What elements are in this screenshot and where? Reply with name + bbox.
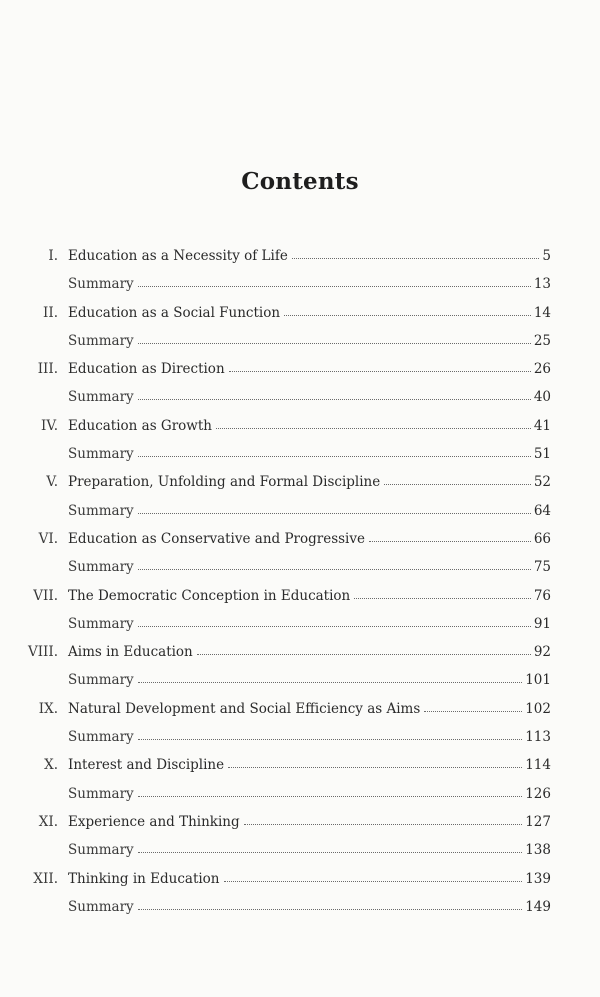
dot-leader (228, 767, 522, 768)
dot-leader (138, 796, 523, 797)
chapter-page-number: 26 (533, 361, 551, 378)
toc-chapter-row (0, 869, 600, 897)
summary-page-number: 91 (533, 615, 551, 632)
toc-chapter-row (0, 246, 600, 274)
chapter-page-number: 76 (533, 587, 551, 604)
chapter-numeral: XI. (38, 813, 58, 830)
summary-label: Summary (68, 276, 134, 293)
summary-page-number: 51 (533, 446, 551, 463)
dot-leader (229, 371, 531, 372)
chapter-numeral: VII. (33, 587, 58, 604)
summary-label: Summary (68, 672, 134, 689)
dot-leader (224, 881, 523, 882)
toc-chapter-row (0, 303, 600, 331)
chapter-numeral: III. (37, 361, 58, 378)
toc-chapter-row (0, 699, 600, 727)
toc-chapter-row (0, 359, 600, 387)
toc-chapter-row (0, 472, 600, 500)
summary-label: Summary (68, 559, 134, 576)
chapter-numeral: IX. (38, 700, 58, 717)
chapter-title: Education as Conservative and Progressive (68, 530, 365, 547)
dot-leader (138, 456, 531, 457)
dot-leader (138, 739, 523, 740)
chapter-page-number: 102 (525, 700, 551, 717)
chapter-title: Natural Development and Social Efficiency as Aims (68, 700, 421, 717)
toc-summary-row (0, 331, 600, 359)
dot-leader (138, 399, 531, 400)
toc-chapter-row (0, 642, 600, 670)
dot-leader (138, 852, 523, 853)
summary-page-number: 40 (533, 389, 551, 406)
toc-summary-row (0, 840, 600, 868)
chapter-numeral: VIII. (27, 644, 58, 661)
dot-leader (292, 258, 540, 259)
toc-summary-row (0, 670, 600, 698)
chapter-page-number: 92 (533, 644, 551, 661)
summary-label: Summary (68, 332, 134, 349)
toc-summary-row (0, 784, 600, 812)
dot-leader (369, 541, 531, 542)
summary-label: Summary (68, 785, 134, 802)
chapter-page-number: 52 (533, 474, 551, 491)
dot-leader (216, 428, 531, 429)
summary-label: Summary (68, 842, 134, 859)
summary-label: Summary (68, 615, 134, 632)
page-title: Contents (241, 168, 359, 195)
summary-page-number: 75 (533, 559, 551, 576)
toc-summary-row (0, 557, 600, 585)
chapter-numeral: I. (48, 248, 58, 264)
dot-leader (138, 343, 531, 344)
chapter-title: Preparation, Unfolding and Formal Discipline (68, 474, 381, 491)
toc-summary-row (0, 387, 600, 415)
toc-chapter-row (0, 812, 600, 840)
summary-page-number: 138 (525, 842, 551, 859)
chapter-numeral: X. (44, 757, 58, 774)
chapter-title: Interest and Discipline (68, 757, 225, 774)
chapter-numeral: II. (43, 304, 58, 321)
dot-leader (138, 286, 531, 287)
dot-leader (244, 824, 523, 825)
chapter-numeral: V. (46, 474, 58, 491)
summary-page-number: 113 (525, 729, 551, 746)
toc-summary-row (0, 614, 600, 642)
dot-leader (138, 569, 531, 570)
summary-page-number: 126 (525, 785, 551, 802)
summary-label: Summary (68, 446, 134, 463)
toc-summary-row (0, 897, 600, 925)
toc-summary-row (0, 444, 600, 472)
toc-summary-row (0, 274, 600, 302)
dot-leader (197, 654, 531, 655)
dot-leader (284, 315, 531, 316)
chapter-title: The Democratic Conception in Education (68, 587, 351, 604)
chapter-title: Education as a Social Function (68, 304, 281, 321)
chapter-title: Education as Growth (68, 417, 212, 434)
chapter-page-number: 127 (525, 813, 551, 830)
chapter-page-number: 5 (542, 248, 551, 264)
toc-summary-row (0, 501, 600, 529)
dot-leader (384, 484, 531, 485)
summary-label: Summary (68, 729, 134, 746)
toc-chapter-row (0, 586, 600, 614)
chapter-numeral: VI. (38, 530, 58, 547)
dot-leader (354, 598, 531, 599)
chapter-title: Thinking in Education (68, 870, 220, 887)
chapter-page-number: 41 (533, 417, 551, 434)
dot-leader (138, 909, 523, 910)
chapter-numeral: XII. (33, 870, 58, 887)
dot-leader (424, 711, 522, 712)
chapter-page-number: 14 (533, 304, 551, 321)
chapter-page-number: 139 (525, 870, 551, 887)
chapter-title: Education as Direction (68, 361, 225, 378)
summary-label: Summary (68, 389, 134, 406)
table-of-contents (0, 246, 600, 925)
summary-label: Summary (68, 502, 134, 519)
summary-page-number: 101 (525, 672, 551, 689)
toc-chapter-row (0, 416, 600, 444)
chapter-numeral: IV. (40, 417, 58, 434)
chapter-page-number: 66 (533, 530, 551, 547)
dot-leader (138, 513, 531, 514)
chapter-page-number: 114 (525, 757, 551, 774)
chapter-title: Aims in Education (68, 644, 193, 661)
summary-page-number: 64 (533, 502, 551, 519)
summary-page-number: 149 (525, 898, 551, 915)
summary-label: Summary (68, 898, 134, 915)
dot-leader (138, 682, 523, 683)
summary-page-number: 25 (533, 332, 551, 349)
toc-summary-row (0, 727, 600, 755)
chapter-title: Experience and Thinking (68, 813, 240, 830)
toc-chapter-row (0, 755, 600, 783)
dot-leader (138, 626, 531, 627)
chapter-title: Education as a Necessity of Life (68, 248, 288, 264)
summary-page-number: 13 (533, 276, 551, 293)
toc-chapter-row (0, 529, 600, 557)
